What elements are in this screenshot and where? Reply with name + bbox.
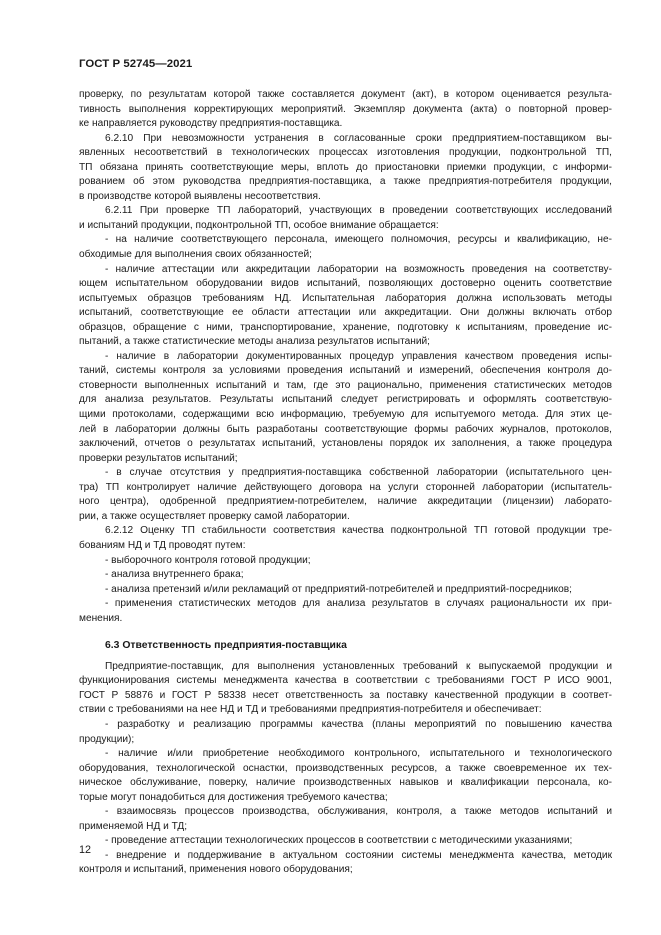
section-heading-6-3: 6.3 Ответственность предприятия-поставщика: [105, 640, 347, 652]
list-item: - наличие в лаборатории документированных процедур управления качеством проведения испы-: [105, 350, 612, 362]
text-line: менения.: [79, 612, 123, 624]
list-item: - внедрение и поддерживание в актуальном состоянии системы менеджмента качества, методик: [105, 849, 612, 861]
text-line: торые могут понадобиться для достижения требуемого качества;: [79, 791, 388, 803]
text-line: рованием об этом руководства предприятия-поставщика, а также предприятия-потребителя продукции,: [79, 176, 612, 188]
section-gap: [79, 626, 612, 639]
list-item: - на наличие соответствующего персонала, имеющего полномочия, ресурсы и квалификацию, не-: [105, 234, 612, 246]
clause-6-2-12: 6.2.12 Оценку ТП стабильности соответствия качества подконтрольной ТП готовой продукции тре-: [105, 525, 612, 537]
clause-6-2-10: 6.2.10 При невозможности устранения в согласованные сроки предприятием-поставщиком вы-: [105, 132, 612, 144]
text-line: таний, системы контроля за условиями проведения испытаний и измерений, обеспечения контроля до-: [79, 365, 612, 377]
list-item: - взаимосвязь процессов производства, обслуживания, контроля, а также методов испытаний и: [105, 806, 612, 818]
text-line: образцов, обращение с ними, транспортирование, хранение, подготовку к испытаниям, проведение ис-: [79, 321, 612, 333]
text-line: стоверности выполненных испытаний и там, где это рационально, применения статистических методов: [79, 379, 612, 391]
text-line: в производстве которой выявлены несоответствия.: [79, 190, 321, 202]
text-line: ТП обязана принять соответствующие меры, вплоть до приостановки приемки продукции, с информи-: [79, 161, 612, 173]
text-line: ГОСТ Р 58876 и ГОСТ Р 58338 несет ответственность за поставку качественной продукции в соответ-: [79, 689, 612, 701]
text-line: ке направляется руководству предприятия-поставщика.: [79, 118, 343, 130]
text-line: ствии с требованиями на нее НД и ТД и требованиями предприятия-потребителя и обеспечивает:: [79, 704, 542, 716]
text-line: и испытаний продукции, подконтрольной ТП, особое внимание обращается:: [79, 219, 439, 231]
clause-6-2-11: 6.2.11 При проверке ТП лабораторий, участвующих в проведении соответствующих исследований: [105, 205, 612, 217]
text-line: тра) ТП контролирует наличие действующего договора на услуги сторонней лаборатории (испытатель-: [79, 481, 612, 493]
text-line: испытаний, соответствующие ее области аттестации или аккредитации. Они должны включать отбор: [79, 307, 612, 319]
document-body: [79, 88, 612, 878]
text-line: для анализа результатов. Результаты испытаний следует регистрировать и оформлять соответствую-: [79, 394, 612, 406]
text-line: лей в лаборатории должны быть разработаны соответствующие формы рабочих журналов, протоколов,: [79, 423, 612, 435]
text-line: пытаний, а также статистические методы анализа результатов испытаний;: [79, 336, 430, 348]
text-line: обходимые для выполнения своих обязанностей;: [79, 249, 312, 261]
text-line: ного центра), одобренной предприятием-потребителем, наличие аккредитации (лицензии) лаборато-: [79, 496, 612, 508]
text-line: заключений, отчетов о результатах испытаний, установлены порядок их заполнения, а также процедура: [79, 438, 612, 450]
list-item: - разработку и реализацию программы качества (планы мероприятий по повышению качества: [105, 718, 612, 730]
document-header: ГОСТ Р 52745—2021: [79, 58, 193, 70]
list-item: - наличие и/или приобретение необходимого контрольного, испытательного и технологического: [105, 748, 612, 760]
list-item: - наличие аттестации или аккредитации лаборатории на возможность проведения на соответству-: [105, 263, 612, 275]
paragraph-start: Предприятие-поставщик, для выполнения установленных требований к выпускаемой продукции и: [105, 660, 612, 672]
text-line: применяемой НД и ТД;: [79, 820, 188, 832]
text-line: бованиям НД и ТД проводят путем:: [79, 539, 246, 551]
text-line: функционирования системы менеджмента качества в соответствии с требованиями ГОСТ Р ИСО 9001,: [79, 675, 612, 687]
list-item: - применения статистических методов для анализа результатов в случаях рациональности их при-: [105, 598, 612, 610]
text-line: ющем испытательном оборудовании видов испытаний, позволяющих достоверно оценить соответствие: [79, 278, 612, 290]
text-line: рии, а также осуществляет проверку самой лаборатории.: [79, 510, 350, 522]
text-line: проверку, по результатам которой также составляется документ (акт), в котором оценивается результа-: [79, 89, 612, 100]
text-line: продукции);: [79, 733, 135, 745]
text-line: тивность выполнения корректирующих мероприятий. Экземпляр документа (акта) о повторной провер-: [79, 103, 612, 115]
text-line: проверки результатов испытаний;: [79, 452, 238, 464]
text-line: ническое обслуживание, поверку, наличие производственных навыков и квалификации персонала, ко-: [79, 777, 612, 789]
list-item: - проведение аттестации технологических процессов в соответствии с методическими указаниями;: [105, 835, 573, 847]
list-item: - анализа внутреннего брака;: [105, 569, 244, 581]
text-line: испытуемых образцов требованиям НД. Испытательная лаборатория должна использовать методы: [79, 292, 612, 304]
list-item: - выборочного контроля готовой продукции;: [105, 554, 311, 566]
text-line: оборудования, технологической оснастки, производственных ресурсов, а также своевременное их тех-: [79, 762, 612, 774]
text-line: явленных несоответствий в технологических процессах изготовления продукции, подконтрольной ТП,: [79, 147, 612, 159]
text-line: контроля и испытаний, применения нового оборудования;: [79, 864, 353, 876]
list-item: - в случае отсутствия у предприятия-поставщика собственной лаборатории (испытательного цен-: [105, 467, 612, 479]
list-item: - анализа претензий и/или рекламаций от предприятий-потребителей и предприятий-посредников;: [105, 583, 572, 595]
text-line: щими протоколами, содержащими всю информацию, требуемую для испытуемого метода. Для этих це-: [79, 409, 612, 421]
page-number: 12: [79, 844, 92, 856]
